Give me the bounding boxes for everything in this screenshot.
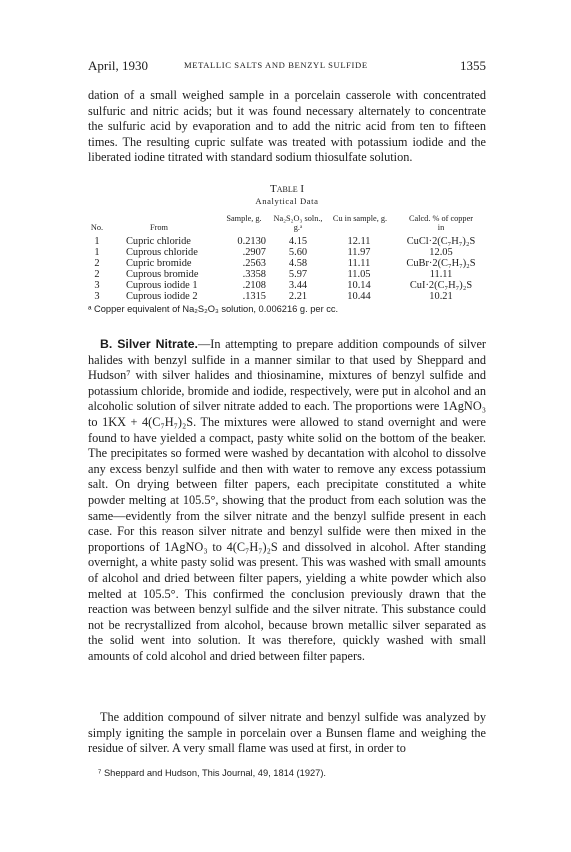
section-b-body: —In attempting to prepare addition compounds of silver halides with benzyl sulfide in a manner similar to that used by Sheppard and Hudson⁷ with silver halides and thiosinamine, mixtures of benzyl sulfide and potassium chloride, bromide and iodide, respectively, were put in alcohol and an alcoholic solution of silver nitrate added to each. The proportions were 1AgNO₃ to 1KX + 4(C₇H₇)₂S. The mixtures were allowed to stand overnight and were found to have yielded a compact, pasty white solid on the bottom of the beaker. The precipitates so formed were washed by decantation with alcohol to dissolve any excess benzyl sulfide and then with water to remove any excess potassium salt. On drying between filter papers, each precipitate constituted a white powder melting at 105.5°, showing that the product from each solution was the same—evidently from the silver nitrate and the benzyl sulfide present in each case. For this reason silver nitrate and benzyl sulfide were then mixed in the proportions of 1AgNO₃ to 4(C₇H₇)₂S and dissolved in alcohol. After standing overnight, a white pasty solid was present. This was washed with small amounts of alcohol and dried between filter papers, yielding a white powder which also melted at 105.5°. This confirmed the conclusion previously drawn that the reaction was between benzyl sulfide and the silver nitrate. This substance could not be recrystallized from alcohol, because brown metallic silver separated as the solid went into solution. It was therefore, quickly washed with small amounts of cold alcohol and dried between filter papers. bbox=[88, 337, 486, 663]
table-row bbox=[88, 258, 486, 269]
cell-no: 2 bbox=[94, 258, 100, 269]
cell-na2s2o3: 5.97 bbox=[288, 269, 308, 280]
cell-from: Cuprous chloride bbox=[126, 247, 198, 258]
cell-calcd: CuCl·2(C₇H₇)₂S bbox=[406, 236, 476, 247]
table-footnote: ᵃ Copper equivalent of Na₂S₂O₃ solution, 0.006216 g. per cc. bbox=[88, 304, 339, 314]
table-caption: Table I bbox=[269, 183, 305, 195]
table-row bbox=[88, 236, 486, 247]
cell-from: Cuprous bromide bbox=[126, 269, 199, 280]
cell-from: Cuprous iodide 1 bbox=[126, 280, 198, 291]
analytical-data-table bbox=[88, 183, 486, 315]
cell-cu: 11.97 bbox=[347, 247, 371, 258]
cell-sample: .3358 bbox=[242, 269, 266, 280]
col-header-from: From bbox=[150, 223, 168, 232]
table-row bbox=[88, 280, 486, 291]
table-body bbox=[88, 236, 486, 302]
header-page-number: 1355 bbox=[460, 58, 486, 73]
cell-sample: .2108 bbox=[242, 280, 266, 291]
cell-sample: .2907 bbox=[242, 247, 266, 258]
cell-na2s2o3: 5.60 bbox=[288, 247, 308, 258]
col-header-sample: Sample, g. bbox=[226, 214, 262, 223]
cell-no: 3 bbox=[94, 291, 100, 302]
cell-cu: 10.44 bbox=[347, 291, 371, 302]
col-header-cu: Cu in sample, g. bbox=[332, 214, 388, 223]
table-row bbox=[88, 291, 486, 302]
table-header-row bbox=[88, 209, 486, 236]
cell-no: 3 bbox=[94, 280, 100, 291]
col-header-calcd: Calcd. % of copper in bbox=[408, 214, 474, 232]
cell-cu: 11.05 bbox=[347, 269, 371, 280]
cell-from: Cuprous iodide 2 bbox=[126, 291, 198, 302]
cell-calcd: 11.11 bbox=[429, 269, 453, 280]
cell-na2s2o3: 4.58 bbox=[288, 258, 308, 269]
cell-sample: .2563 bbox=[242, 258, 266, 269]
header-date: April, 1930 bbox=[88, 58, 148, 73]
cell-calcd: CuI·2(C₇H₇)₂S bbox=[409, 280, 473, 291]
cell-sample: 0.2130 bbox=[237, 236, 266, 247]
table-subcaption: Analytical Data bbox=[255, 196, 319, 206]
cell-calcd: 12.05 bbox=[429, 247, 453, 258]
cell-calcd: CuBr·2(C₇H₇)₂S bbox=[406, 258, 476, 269]
cell-from: Cupric chloride bbox=[126, 236, 191, 247]
cell-cu: 10.14 bbox=[347, 280, 371, 291]
footnote-7: ⁷ Sheppard and Hudson, This Journal, 49, 1814 (1927). bbox=[98, 768, 327, 778]
cell-sample: .1315 bbox=[242, 291, 266, 302]
section-b-paragraph bbox=[88, 337, 486, 664]
running-header bbox=[88, 58, 486, 74]
section-b-label: B. Silver Nitrate. bbox=[100, 337, 198, 351]
cell-no: 2 bbox=[94, 269, 100, 280]
cell-from: Cupric bromide bbox=[126, 258, 192, 269]
table-row bbox=[88, 269, 486, 280]
cell-cu: 12.11 bbox=[347, 236, 371, 247]
col-header-na2s2o3: Na₂S₂O₃ soln., g.ᵃ bbox=[273, 214, 323, 232]
cell-no: 1 bbox=[94, 247, 100, 258]
cell-calcd: 10.21 bbox=[429, 291, 453, 302]
cell-no: 1 bbox=[94, 236, 100, 247]
cell-cu: 11.11 bbox=[347, 258, 371, 269]
last-paragraph bbox=[88, 710, 486, 757]
table-row bbox=[88, 247, 486, 258]
header-running-title: METALLIC SALTS AND BENZYL SULFIDE bbox=[184, 60, 368, 70]
last-paragraph-text: The addition compound of silver nitrate and benzyl sulfide was analyzed by simply igniting the sample in porcelain over a Bunsen flame and weighing the residue of silver. A very small flame was used at first, in order to bbox=[88, 710, 486, 756]
intro-paragraph: dation of a small weighed sample in a porcelain casserole with concentrated sulfuric and nitric acids; but it was found necessary alternately to concentrate the sulfuric acid by evaporation and to add the nitric acid from ten to fifteen times. The resulting cupric sulfate was treated with potassium iodide and the liberated iodine titrated with standard sodium thiosulfate solution. bbox=[88, 88, 486, 165]
col-header-no: No. bbox=[90, 223, 104, 232]
cell-na2s2o3: 3.44 bbox=[288, 280, 308, 291]
cell-na2s2o3: 4.15 bbox=[288, 236, 308, 247]
cell-na2s2o3: 2.21 bbox=[288, 291, 308, 302]
